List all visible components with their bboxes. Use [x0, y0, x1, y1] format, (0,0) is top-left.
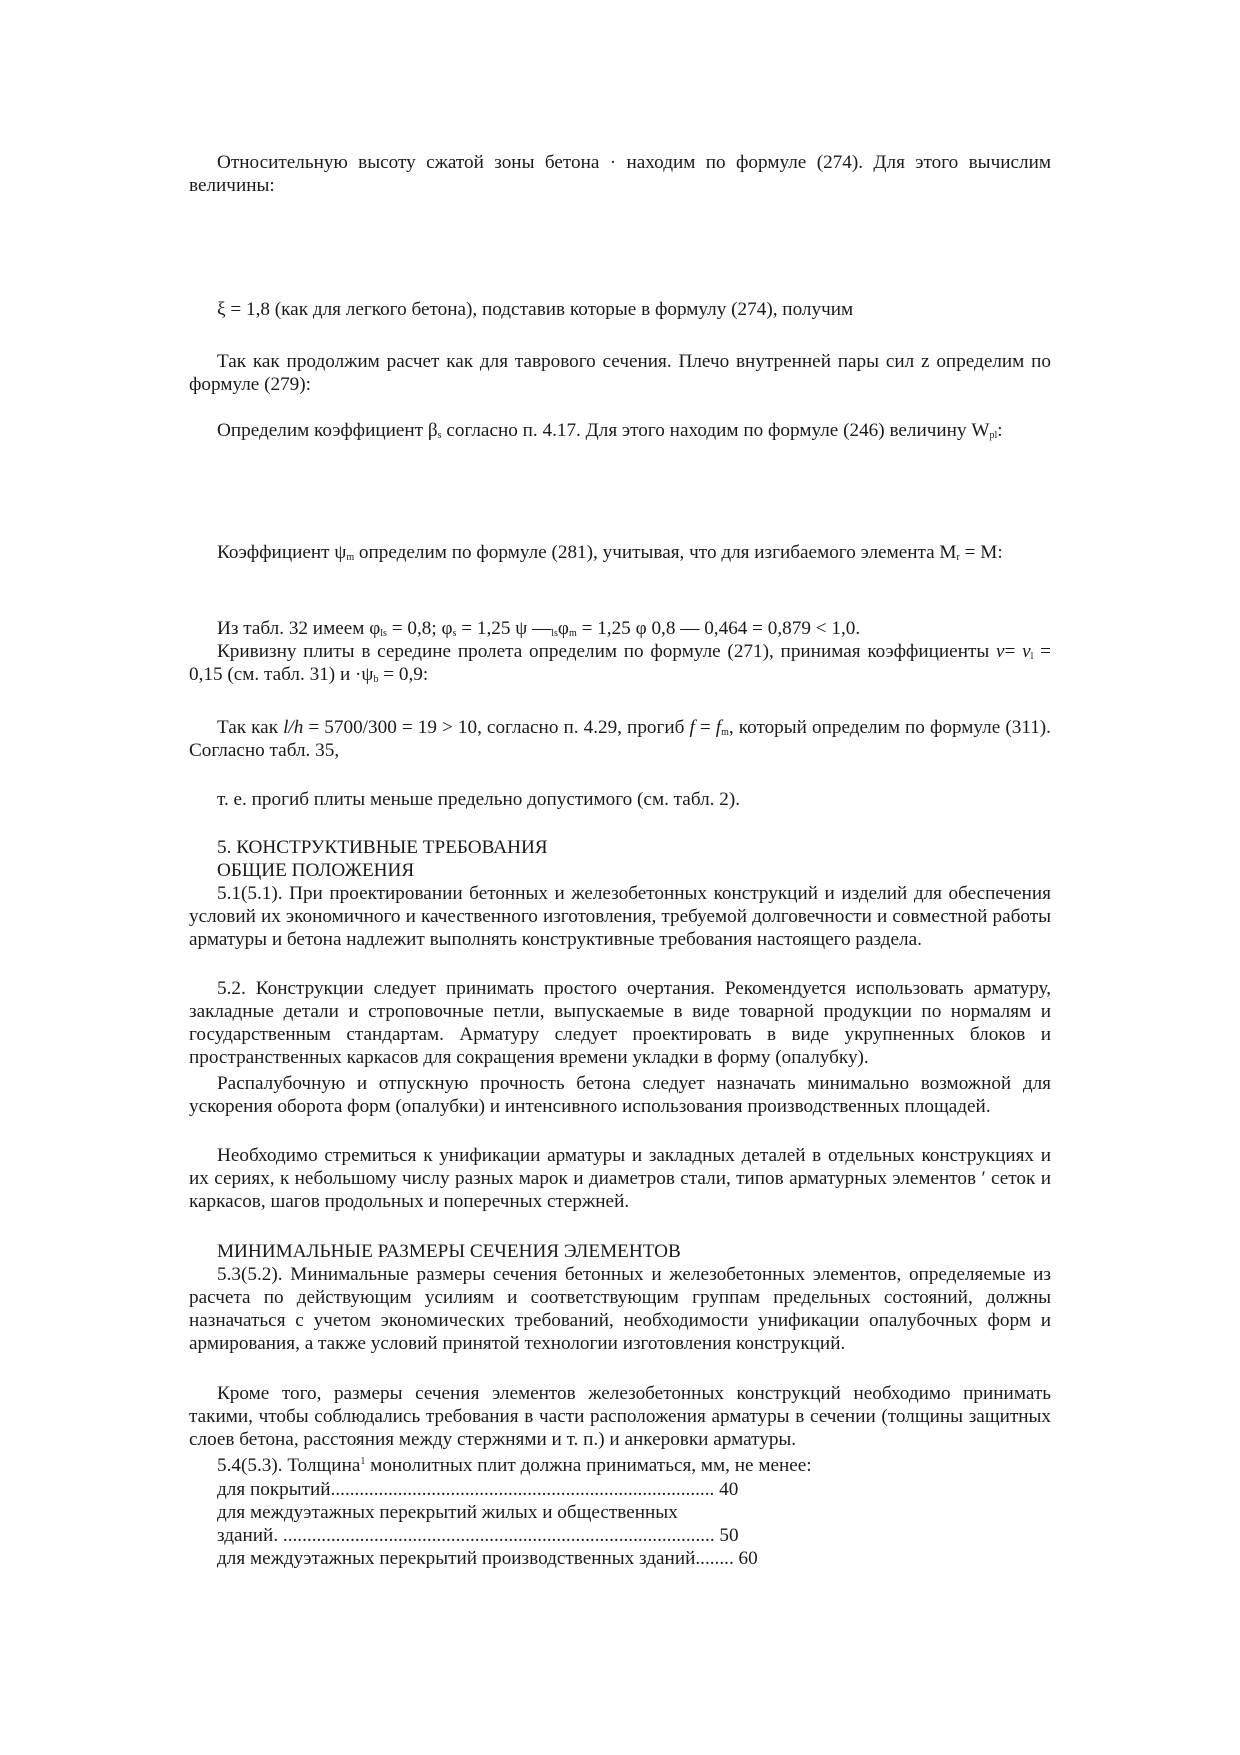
- paragraph-tee-section: Так как продолжим расчет как для таврового сечения. Плечо внутренней пары сил z определим по формуле (279):: [189, 351, 1051, 395]
- paragraph-compression-zone: Относительную высоту сжатой зоны бетона · находим по формуле (274). Для этого вычислим величины:: [189, 152, 1051, 196]
- heading-general-provisions: ОБЩИЕ ПОЛОЖЕНИЯ: [217, 860, 415, 881]
- paragraph-xi: ξ = 1,8 (как для легкого бетона), подставив которые в формулу (274), получим: [217, 299, 854, 320]
- paragraph-table-32: Из табл. 32 имеем $\varphi_{ls} = 0,8$; $\varphi_s = 1,25$ ψ $—_{ls}\varphi_m = 1,25$ φ 0,8 — 0,464 = 0,879 < 1,0.: [217, 618, 861, 639]
- list-item: для междуэтажных перекрытий производственных зданий........ 60: [217, 1548, 758, 1569]
- paragraph-stripping-strength: Распалубочную и отпускную прочность бетона следует назначать минимально возможной для ускорения оборота форм (опалубки) и интенсивного использования производственных площадей.: [189, 1073, 1051, 1117]
- slab-thickness-list: [189, 1478, 1051, 1570]
- list-item: для покрытий................................................................................ 40: [217, 1479, 739, 1500]
- heading-section-5: 5. КОНСТРУКТИВНЫЕ ТРЕБОВАНИЯ: [217, 837, 548, 858]
- paragraph-unification: Необходимо стремиться к унификации арматуры и закладных деталей в отдельных конструкциях и их сериях, к небольшому числу разных марок и диаметров стали, типов арматурных элементов ′ сеток и каркасов, шагов продольных и поперечных стержней.: [189, 1145, 1051, 1212]
- paragraph-psi-coefficient: Коэффициент $\psi_m$ определим по формуле (281), учитывая, что для изгибаемого элемента $M_r = M$:: [217, 542, 1003, 563]
- paragraph-5-3: 5.3(5.2). Минимальные размеры сечения бетонных и железобетонных элементов, определяемые из расчета по действующим усилиям и соответствующим группам предельных состояний, должны назначаться с учетом экономических требований, необходимости унификации опалубочных форм и армирования, а также условий принятой технологии изготовления конструкций.: [189, 1264, 1051, 1354]
- paragraph-5-2: 5.2. Конструкции следует принимать простого очертания. Рекомендуется использовать арматуру, закладные детали и строповочные петли, выпускаемые в виде товарной продукции по нормалям и государственным стандартам. Арматуру следует проектировать в виде укрупненных блоков и пространственных каркасов для сокращения времени укладки в форму (опалубку).: [189, 978, 1051, 1068]
- paragraph-5-1: 5.1(5.1). При проектировании бетонных и железобетонных конструкций и изделий для обеспечения условий их экономичного и качественного изготовления, требуемой долговечности и совместной работы арматуры и бетона надлежит выполнять конструктивные требования настоящего раздела.: [189, 883, 1051, 950]
- paragraph-curvature: Кривизну плиты в середине пролета определим по формуле (271), принимая коэффициенты $\nu= \nu_l = 0,15$ (см. табл. 31) $и \cdot\psi_b = 0,9$:: [189, 641, 1051, 685]
- paragraph-deflection: Так как l/h = 5700/300 = 19 > 10, согласно п. 4.29, прогиб $f = f_m$, который определим по формуле (311). Согласно табл. 35,: [189, 717, 1051, 761]
- paragraph-section-sizes: Кроме того, размеры сечения элементов железобетонных конструкций необходимо принимать такими, чтобы соблюдались требования в части расположения арматуры в сечении (толщины защитных слоев бетона, расстояния между стержнями и т. п.) и анкеровки арматуры.: [189, 1383, 1051, 1450]
- xi-symbol: ξ: [217, 299, 226, 320]
- paragraph-deflection-conclusion: т. е. прогиб плиты меньше предельно допустимого (см. табл. 2).: [217, 789, 741, 810]
- paragraph-5-4: 5.4(5.3). Толщина$^1$ монолитных плит должна приниматься, мм, не менее:: [217, 1455, 812, 1476]
- paragraph-beta-coefficient: Определим коэффициент $\beta_s$ согласно п. 4.17. Для этого находим по формуле (246) величину $W_{pl}$:: [217, 420, 1003, 441]
- list-item: для междуэтажных перекрытий жилых и общественных: [217, 1502, 678, 1523]
- list-item: зданий. .......................................................................................... 50: [217, 1525, 739, 1546]
- heading-min-section-sizes: МИНИМАЛЬНЫЕ РАЗМЕРЫ СЕЧЕНИЯ ЭЛЕМЕНТОВ: [217, 1241, 681, 1262]
